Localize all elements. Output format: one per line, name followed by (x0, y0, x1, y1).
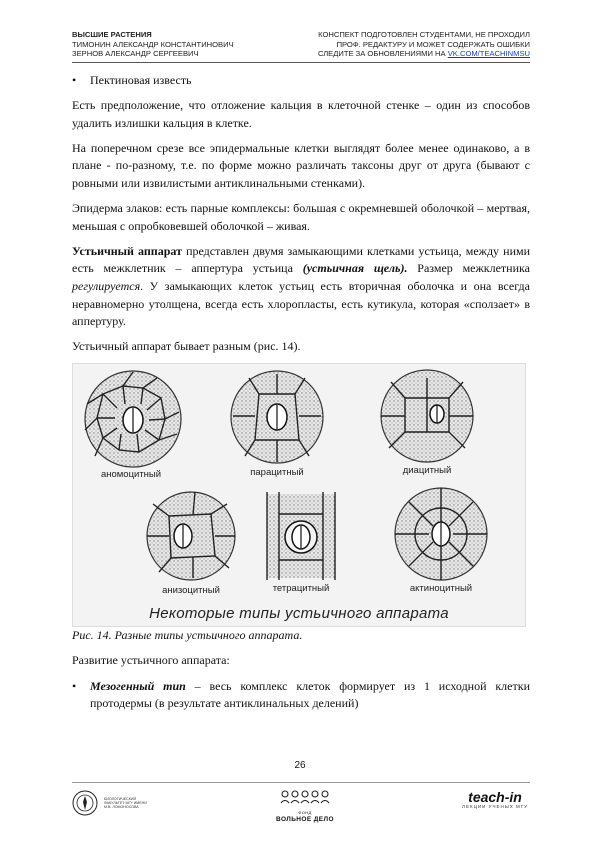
bullet-icon: • (72, 73, 77, 87)
label-paracytic: парацитный (250, 467, 304, 479)
header-divider (72, 62, 530, 63)
label-diacytic: диацитный (402, 465, 452, 477)
term-mesogenous: Мезогенный тип (90, 678, 186, 693)
teachin-brand: teach-in (468, 789, 522, 805)
p4-text-b: Размер межклетника (407, 261, 530, 276)
msu-emblem-icon (72, 790, 98, 816)
label-anomocytic: аномоцитный (100, 469, 162, 481)
p4-text-c: . У замыкающих клеток устьиц есть вторичная оболочка и она всегда неравномерно утолщена, всегда есть хлоропласты, есть кутикула, которая «сползает» в аппертуру. (72, 278, 530, 329)
fund-people-icon (279, 790, 331, 804)
paragraph-6: Развитие устьичного аппарата: (72, 653, 230, 668)
footer-teachin-logo (462, 790, 528, 809)
course-title: ВЫСШИЕ РАСТЕНИЯ (72, 30, 152, 39)
stomata-illustration (73, 364, 525, 626)
tetracytic-diagram (267, 492, 335, 580)
disclaimer-line-1: КОНСПЕКТ ПОДГОТОВЛЕН СТУДЕНТАМИ, НЕ ПРОХОДИЛ (318, 30, 530, 39)
msu-faculty-text: БИОЛОГИЧЕСКИЙ ФАКУЛЬТЕТ МГУ ИМЕНИ М.В. ЛОМОНОСОВА (104, 796, 147, 810)
paragraph-2: На поперечном срезе все эпидермальные клетки выглядят более менее одинаково, а в плане - по-разному, т.е. по форме можно различать таксоны друг от друга (бывают с ровными или извилистыми антиклинальными стенками). (72, 140, 530, 190)
paragraph-4 (72, 243, 530, 331)
header-left (72, 30, 234, 59)
bullet-item-mesogenous (72, 678, 530, 713)
figure-title: Некоторые типы устьичного аппарата (149, 604, 449, 622)
footer-fund-logo (270, 790, 340, 823)
anisocytic-diagram (147, 492, 235, 580)
paragraph-5: Устьичный аппарат бывает разным (рис. 14). (72, 339, 301, 354)
actinocytic-diagram (395, 488, 487, 580)
term-stomata: Устьичный аппарат (72, 243, 182, 258)
disclaimer-line-3 (318, 49, 530, 59)
footer-msu-logo (72, 790, 154, 816)
figure-caption: Рис. 14. Разные типы устьичного аппарата. (72, 628, 303, 643)
paracytic-diagram (231, 371, 323, 463)
anomocytic-diagram (85, 371, 181, 467)
header-right (318, 30, 530, 59)
p4-italic: регулируется (72, 278, 141, 293)
disclaimer-line-2: ПРОФ. РЕДАКТУРУ И МОЖЕТ СОДЕРЖАТЬ ОШИБКИ (336, 39, 530, 49)
fund-small-label: ФОНД (298, 810, 312, 815)
page-number: 26 (294, 760, 306, 771)
p4-text-a: представлен двумя замыкающими клетками устьица, между ними есть межклетник – аппертура устьица (72, 243, 531, 276)
diacytic-diagram (381, 370, 473, 462)
bullet-icon: • (72, 678, 77, 693)
label-tetracytic: тетрацитный (272, 583, 330, 595)
vk-link[interactable]: VK.COM/TEACHINMSU (447, 49, 530, 58)
label-actinocytic: актиноцитный (409, 583, 473, 595)
bullet-text: Пектиновая известь (90, 73, 192, 87)
paragraph-3: Эпидерма злаков: есть парные комплексы: большая с окремневшей оболочкой – мертвая, меньшая с опробковевшей оболочкой – живая. (72, 201, 530, 233)
bullet-text: – весь комплекс клеток формирует из 1 исходной клетки протодермы (в результате антиклинальных делений) (90, 678, 530, 711)
footer-divider (72, 782, 530, 783)
author-1: ТИМОНИН АЛЕКСАНДР КОНСТАНТИНОВИЧ (72, 39, 234, 49)
label-anisocytic: анизоцитный (162, 585, 220, 597)
paragraph-1: Есть предположение, что отложение кальция в клеточной стенке – один из способов удалить излишки кальция в клетке. (72, 98, 530, 130)
disclaimer-prefix: СЛЕДИТЕ ЗА ОБНОВЛЕНИЯМИ НА (317, 49, 448, 58)
fund-name: ВОЛЬНОЕ ДЕЛО (276, 816, 334, 823)
teachin-subtitle: ЛЕКЦИИ УЧЕНЫХ МГУ (462, 804, 529, 809)
author-2: ЗЕРНОВ АЛЕКСАНДР СЕРГЕЕВИЧ (72, 49, 199, 58)
bullet-item (72, 72, 530, 90)
stomata-figure (72, 363, 526, 627)
page-content (72, 72, 530, 720)
term-slit: (устьичная щель). (302, 261, 408, 276)
